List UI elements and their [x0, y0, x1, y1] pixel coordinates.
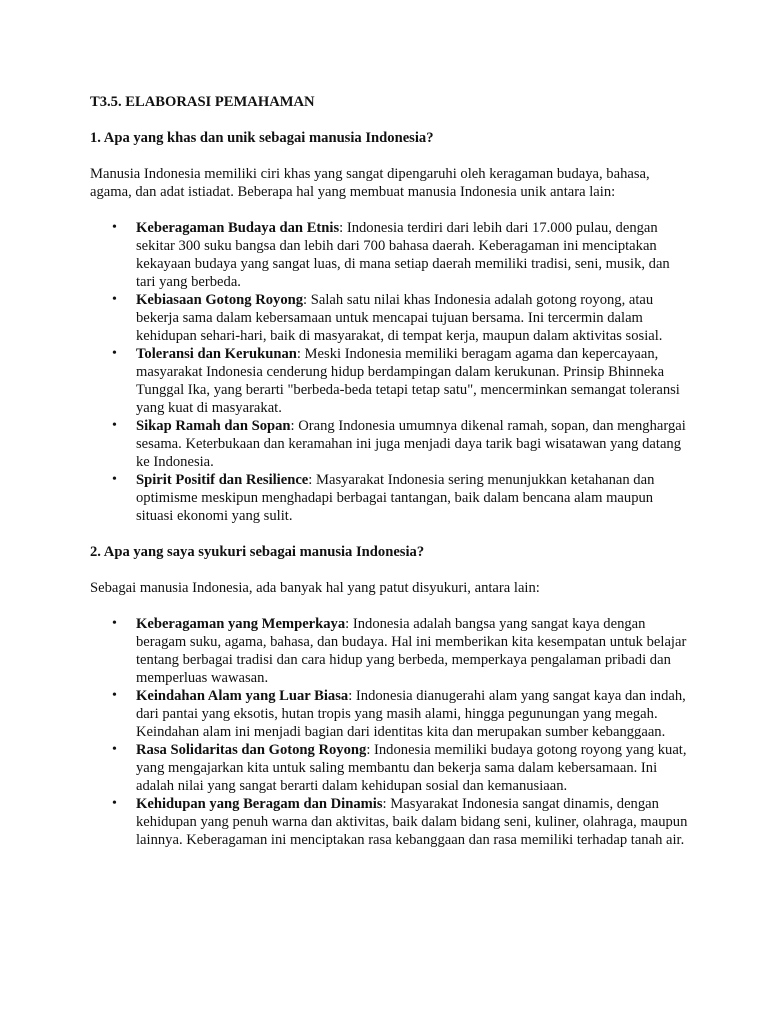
item-term: Kebiasaan Gotong Royong: [136, 292, 304, 308]
item-text: : Indonesia dianugerahi alam yang sangat kaya dan indah, dari pantai yang eksotis, hutan tropis yang masih alami, hingga pegunungan yang megah. Keindahan alam ini menjadi bagian dari identitas kita dan merupakan sumber kebanggaan.: [136, 688, 686, 740]
list-item: [90, 219, 690, 291]
section-2-list: [90, 615, 690, 849]
list-item: [90, 471, 690, 525]
item-term: Sikap Ramah dan Sopan: [136, 418, 291, 434]
document-page: [90, 93, 690, 867]
section-2-intro: Sebagai manusia Indonesia, ada banyak hal yang patut disyukuri, antara lain:: [90, 580, 540, 596]
item-text: : Masyarakat Indonesia sangat dinamis, dengan kehidupan yang penuh warna dan aktivitas, baik dalam bidang seni, kuliner, olahraga, maupun lainnya. Keberagaman ini menciptakan rasa kebanggaan dan rasa memiliki terhadap tanah air.: [136, 796, 688, 848]
item-term: Keindahan Alam yang Luar Biasa: [136, 688, 349, 704]
bullet-icon: •: [112, 220, 117, 235]
bullet-icon: •: [112, 418, 117, 433]
item-term: Keberagaman yang Memperkaya: [136, 616, 346, 632]
item-term: Keberagaman Budaya dan Etnis: [136, 220, 340, 236]
bullet-icon: •: [112, 796, 117, 811]
bullet-icon: •: [112, 688, 117, 703]
item-text: : Meski Indonesia memiliki beragam agama dan kepercayaan, masyarakat Indonesia cenderung hidup berdampingan dalam kerukunan. Prinsip Bhinneka Tunggal Ika, yang berarti "berbeda-beda tetapi tetap satu", mencerminkan semangat toleransi yang kuat di masyarakat.: [136, 346, 680, 416]
section-1-intro: Manusia Indonesia memiliki ciri khas yang sangat dipengaruhi oleh keragaman budaya, bahasa, agama, dan adat istiadat. Beberapa hal yang membuat manusia Indonesia unik antara lain:: [90, 166, 650, 200]
item-term: Rasa Solidaritas dan Gotong Royong: [136, 742, 367, 758]
bullet-icon: •: [112, 346, 117, 361]
list-item: [90, 615, 690, 687]
bullet-icon: •: [112, 742, 117, 757]
section-2-question: 2. Apa yang saya syukuri sebagai manusia Indonesia?: [90, 544, 425, 560]
list-item: [90, 345, 690, 417]
list-item: [90, 291, 690, 345]
item-text: : Indonesia terdiri dari lebih dari 17.000 pulau, dengan sekitar 300 suku bangsa dan lebih dari 700 bahasa daerah. Keberagaman ini menciptakan kekayaan budaya yang sangat luas, di mana setiap daerah memiliki tradisi, seni, musik, dan tari yang berbeda.: [136, 220, 670, 290]
item-text: : Masyarakat Indonesia sering menunjukkan ketahanan dan optimisme meskipun menghadapi berbagai tantangan, baik dalam bencana alam maupun situasi ekonomi yang sulit.: [136, 472, 655, 524]
bullet-icon: •: [112, 292, 117, 307]
item-term: Toleransi dan Kerukunan: [136, 346, 297, 362]
list-item: [90, 741, 690, 795]
item-text: : Orang Indonesia umumnya dikenal ramah, sopan, dan menghargai sesama. Keterbukaan dan keramahan ini juga menjadi daya tarik bagi wisatawan yang datang ke Indonesia.: [136, 418, 686, 470]
section-1-question: 1. Apa yang khas dan unik sebagai manusia Indonesia?: [90, 130, 434, 146]
item-term: Kehidupan yang Beragam dan Dinamis: [136, 796, 383, 812]
list-item: [90, 795, 690, 849]
section-1-list: [90, 219, 690, 525]
item-text: : Indonesia adalah bangsa yang sangat kaya dengan beragam suku, agama, bahasa, dan budaya. Hal ini memberikan kita kesempatan untuk belajar tentang berbagai tradisi dan cara hidup yang berbeda, memperkaya pengalaman pribadi dan memperluas wawasan.: [136, 616, 687, 686]
bullet-icon: •: [112, 616, 117, 631]
document-title: T3.5. ELABORASI PEMAHAMAN: [90, 94, 315, 110]
item-text: : Indonesia memiliki budaya gotong royong yang kuat, yang mengajarkan kita untuk saling membantu dan bekerja sama dalam kebersamaan. Ini adalah nilai yang sangat berarti dalam kehidupan sosial dan kemanusiaan.: [136, 742, 687, 794]
list-item: [90, 417, 690, 471]
bullet-icon: •: [112, 472, 117, 487]
list-item: [90, 687, 690, 741]
item-text: : Salah satu nilai khas Indonesia adalah gotong royong, atau bekerja sama dalam kebersamaan untuk mencapai tujuan bersama. Ini tercermin dalam kehidupan sehari-hari, baik di masyarakat, di tempat kerja, maupun dalam aktivitas sosial.: [136, 292, 663, 344]
item-term: Spirit Positif dan Resilience: [136, 472, 309, 488]
